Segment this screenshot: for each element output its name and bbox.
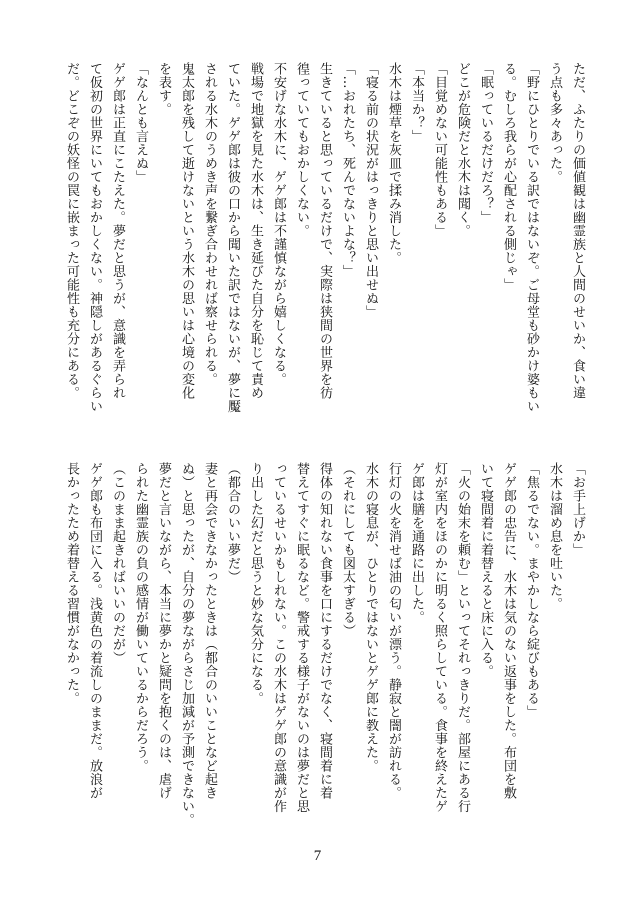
text-line: 水木は溜め息を吐いた。 [547, 462, 562, 611]
text-line: ゲゲ郎の忠告に、水木は気のない返事をした。布団を敷 [501, 462, 516, 800]
text-line: られた幽霊族の負の感情が働いているからだろう。 [133, 462, 148, 773]
text-line: ゲゲ郎も布団に入る。浅黄色の着流しのままだ。放浪が [87, 462, 102, 800]
text-line: 「目覚めない可能性もある」 [432, 62, 447, 238]
text-line: 夢だと言いながら、本当に夢かと疑問を抱くのは、虐げ [156, 462, 171, 800]
text-line: 戦場で地獄を見た水木は、生き延びた自分を恥じて責め [248, 62, 263, 400]
text-line: 鬼太郎を残して逝けないという水木の思いは心境の変化 [179, 62, 194, 400]
text-line: ゲゲ郎は正直にこたえた。夢だと思うが、意識を弄られ [110, 62, 125, 400]
text-line: だ。どこぞの妖怪の罠に嵌まった可能性も充分にある。 [64, 62, 79, 400]
text-line: て仮初の世界にいてもおかしくない。神隠しがあるぐらい [87, 62, 102, 413]
lower-text-block [49, 462, 589, 827]
text-line: 水木の寝息が、ひとりではないとゲゲ郎に教えた。 [363, 462, 378, 773]
text-line: っているせいかもしれない。この水木はゲゲ郎の意識が作 [271, 462, 286, 813]
text-line: 「焦るでない。まやかしなら綻びもある」 [524, 462, 539, 719]
text-line: （このまま起きればいいのだが） [110, 462, 125, 665]
upper-text-block [49, 62, 589, 413]
text-line: 生きていると思っているだけで、実際は狭間の世界を彷 [317, 62, 332, 400]
text-line: を表す。 [156, 62, 171, 116]
text-line: いて寝間着に着替えると床に入る。 [478, 462, 493, 678]
text-line: される水木のうめき声を繋ぎ合わせれば察せられる。 [202, 62, 217, 386]
text-line: 替えてすぐに眠るなど。警戒する様子がないのは夢だと思 [294, 462, 309, 813]
text-line: （都合のいい夢だ） [225, 462, 240, 584]
text-line: 「本当か？」 [409, 62, 424, 143]
text-line: 水木は煙草を灰皿で揉み消した。 [386, 62, 401, 265]
text-line: 「なんとも言えぬ」 [133, 62, 148, 184]
text-line: る。むしろ我らが心配される側じゃ」 [501, 62, 516, 292]
text-line: ゲ郎は膳を通路に出した。 [409, 462, 424, 624]
text-line: 「火の始末を頼む」といってそれっきりだ。部屋にある行 [455, 462, 470, 813]
text-line: う点も多々あった。 [547, 62, 562, 184]
text-line: 灯が室内をほのかに明るく照らしている。食事を終えたゲ [432, 462, 447, 813]
text-line: 長かったため着替える習慣がなかった。 [64, 462, 79, 705]
text-line: どこが危険だと水木は聞く。 [455, 62, 470, 238]
text-line: 妻と再会できなかったときは（都合のいいことなど起き [202, 462, 217, 800]
text-line: 行灯の火を消せば油の匂いが漂う。静寂と闇が訪れる。 [386, 462, 401, 800]
text-line: 「寝る前の状況がはっきりと思い出せぬ」 [363, 62, 378, 319]
text-line: （それにしても図太すぎる） [340, 462, 355, 638]
text-line: ていた。ゲゲ郎は彼の口から聞いた訳ではないが、夢に魘 [225, 62, 240, 413]
page-number: 7 [313, 848, 322, 864]
text-line: 不安げな水木に、ゲゲ郎は不謹慎ながら嬉しくなる。 [271, 62, 286, 386]
text-line: ただ、ふたりの価値観は幽霊族と人間のせいか、食い違 [570, 62, 585, 400]
text-line: 「…おれたち、死んでないよな？」 [340, 62, 355, 278]
text-line: 「お手上げか」 [570, 462, 585, 557]
text-line: 「野にひとりでいる訳ではないぞ。ご母堂も砂かけ婆もい [524, 62, 539, 413]
text-line: り出した幻だと思うと妙な気分になる。 [248, 462, 263, 705]
text-line: 「眠っているだけだろ？」 [478, 62, 493, 224]
text-line: 徨っていてもおかしくない。 [294, 62, 309, 238]
text-line: ぬ）と思ったが、自分の夢ながらさじ加減が予測できない。 [179, 462, 194, 827]
text-line: 得体の知れない食事を口にするだけでなく、寝間着に着 [317, 462, 332, 800]
